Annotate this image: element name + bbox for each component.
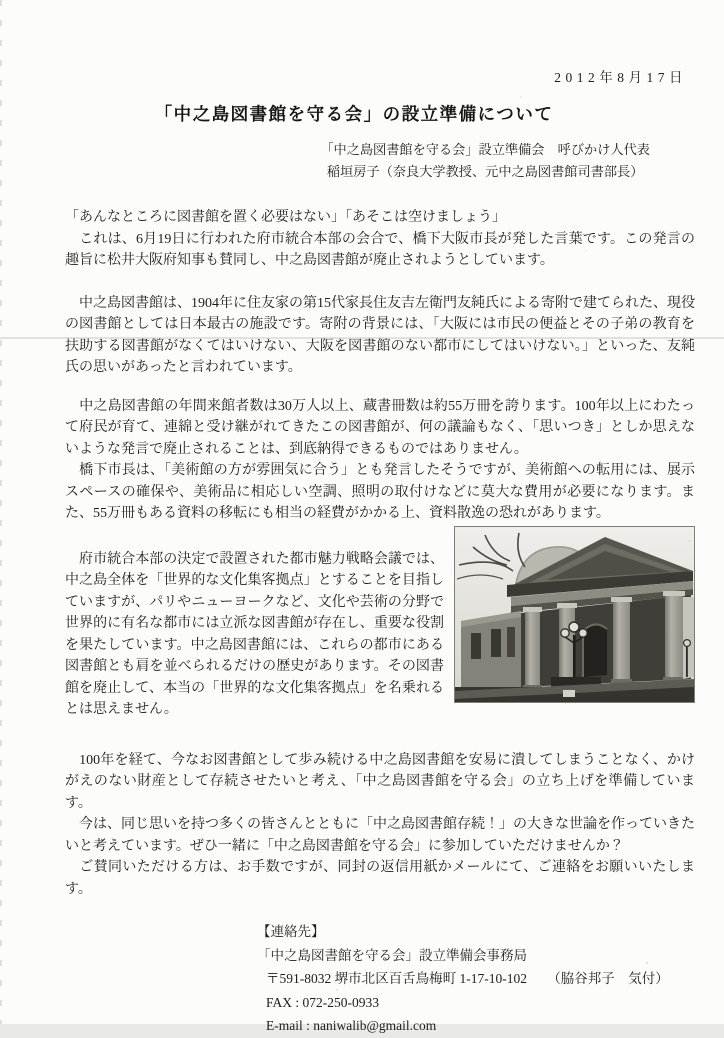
paragraph-visitors: 中之島図書館の年間来館者数は30万人以上、蔵書冊数は約55万冊を誇ります。100年以上にわたって府民が育て、連綿と受け継がれてきたこの図書館が、何の議論もなく、「思いつき」としか思えないような発言で廃止されることは、到底納得できるものではありません。: [65, 398, 695, 457]
paragraph-preserve: 100年を経て、今なお図書館として歩み続ける中之島図書館を安易に潰してしまうことなく、かけがえのない財産として存続させたいと考え、「中之島図書館を守る会」の立ち上げを準備しています。: [65, 752, 695, 811]
byline-role: 「中之島図書館を守る会」設立準備会 呼びかけ人代表: [320, 142, 650, 157]
contact-block: [65, 920, 695, 1038]
contact-address: 〒591-8032 堺市北区百舌鳥梅町 1-17-10-102 （脇谷邦子 気付）: [266, 971, 669, 986]
scan-streak-artifact: [0, 337, 724, 339]
paragraph-strategy: [65, 549, 695, 721]
byline-author: 稲垣房子（奈良大学教授、元中之島図書館司書部長）: [326, 164, 644, 179]
contact-heading: 【連絡先】: [257, 924, 325, 939]
contact-email: E-mail : naniwalib@gmail.com: [266, 1018, 437, 1033]
scan-speckles: [0, 0, 2, 2]
document-body: [0, 183, 724, 1038]
contact-fax: FAX : 072-250-0933: [266, 994, 379, 1010]
paragraph-museum-cost: 橋下市長は、「美術館の方が雰囲気に合う」とも発言したそうですが、美術館への転用には、展示スペースの確保や、美術品に相応しい空調、照明の取付けなどに莫大な費用が必要になります。また、55万冊もある資料の移転にも相当の経費がかかる上、資料散逸の恐れがあります。: [65, 463, 695, 521]
document-title: 「中之島図書館を守る会」の設立準備について: [154, 104, 554, 124]
document-date: 2012年8月17日: [554, 70, 687, 85]
paragraph-reply-request: ご賛同いただける方は、お手数ですが、同封の返信用紙かメールにて、ご連絡をお願いいたします。: [65, 860, 695, 897]
byline-block: [320, 139, 650, 183]
paragraph-invite: 今は、同じ思いを持つ多くの皆さんとともに「中之島図書館存続！」の大きな世論を作っていきたいと考えています。ぜひ一緒に「中之島図書館を守る会」に参加していただけませんか？: [65, 817, 695, 854]
paragraph-history: 中之島図書館は、1904年に住友家の第15代家長住友吉左衛門友純氏による寄附で建てられた、現役の図書館としては日本最古の施設です。寄附の背景には、「大阪には市民の便益とその子弟の教育を扶助する図書館がなくてはいけない、大阪を図書館のない都市にしてはいけない。」といった、友純氏の思いがあったと言われています。: [65, 295, 695, 375]
paragraph-quote: 「あんなところに図書館を置く必要はない」「あそこは空けましょう」: [65, 210, 506, 225]
paragraph-intro: これは、6月19日に行われた府市統合本部の会合で、橋下大阪市長が発した言葉です。この発言の趣旨に松井大阪府知事も賛同し、中之島図書館が廃止されようとしています。: [65, 231, 695, 268]
scan-edge-artifact: [0, 0, 2, 1024]
contact-org: 「中之島図書館を守る会」設立準備会事務局: [257, 947, 527, 963]
library-photo: [454, 526, 695, 703]
paragraph-strategy-text: 府市統合本部の決定で設置された都市魅力戦略会議では、中之島全体を「世界的な文化集客拠点」とすることを目指していますが、パリやニューヨークなど、文化や芸術の分野で世界的に有名な都市には立派な図書館が存在し、重要な役割を果たしています。中之島図書館には、これらの都市にある図書館とも肩を並べられるだけの歴史があります。その図書館を廃止して、本当の「世界的な文化集客拠点」を名乗れるとは思えません。: [65, 551, 444, 717]
